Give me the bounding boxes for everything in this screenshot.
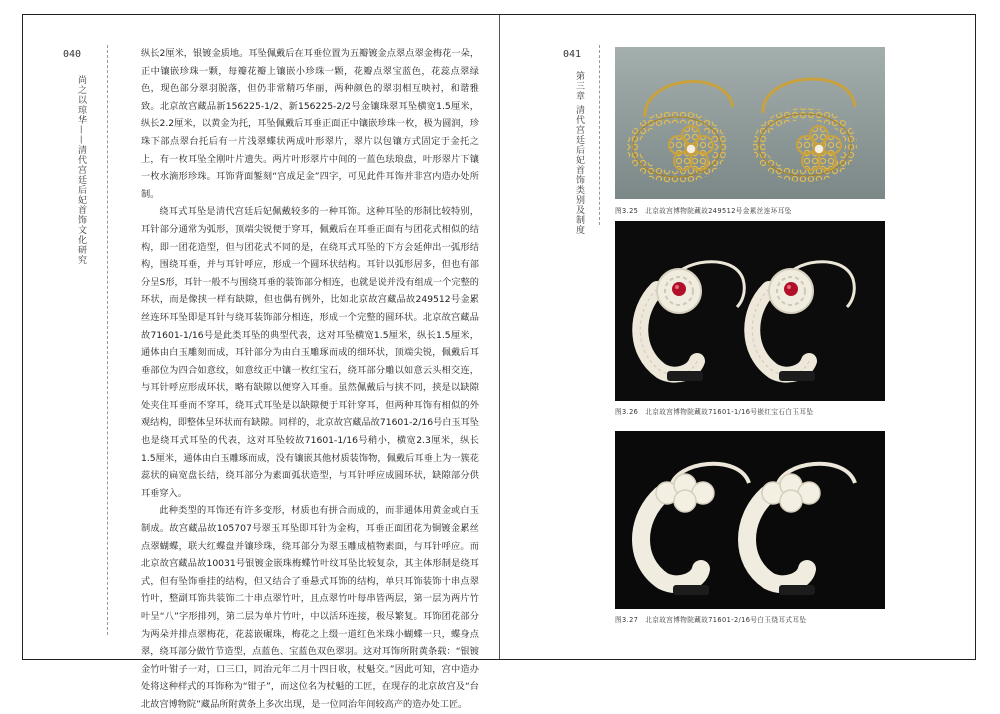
figure-jade-wraparound-earrings-photo (615, 431, 885, 609)
page-number-left: 040 (63, 49, 82, 60)
figure-caption: 图3.27 北京故宫博物院藏故71601-2/16号白玉绕耳式耳坠 (615, 616, 807, 624)
book-spread (22, 14, 976, 710)
running-head-right: 第三章 清代宫廷后妃首饰类别及制度 (574, 71, 584, 235)
margin-rule-right (599, 45, 601, 225)
figure-gold-earrings-photo (615, 47, 885, 199)
page-gutter (499, 15, 500, 659)
figure-caption: 图3.26 北京故宫博物院藏故71601-1/16号嵌红宝石白玉耳坠 (615, 408, 814, 416)
paragraph: 绕耳式耳坠是清代宫廷后妃佩戴较多的一种耳饰。这种耳坠的形制比较特别，耳针部分通常为弧形，顶端尖锐便于穿耳，佩戴后在耳垂正面有与团花式相似的结构，即一团花造型，但与团花式不同的是，在绕耳式耳坠的下方会延伸出一弧形结构，围绕耳垂，并与耳针呼应，形成一个圆环状结构。耳针以弧形居多，但也有部分呈S形，耳针一般不与围绕耳垂的装饰部分相连，也就是说并没有组成一个完整的环状，而是像挟一样有缺隙，但也偶有例外，比如北京故宫藏品故249512号金累丝连环耳坠即是耳针与绕耳装饰部分相连，形成一个完整的圆环状。北京故宫藏品故71601-1/16号是此类耳坠的典型代表，这对耳坠横宽1.5厘米，纵长1.5厘米，通体由白玉雕刻而成，耳针部分为由白玉雕琢而成的细环状，顶端尖锐，佩戴后耳垂部位为四合如意纹，如意纹正中镶一枚红宝石，绕耳部分雕以如意云头相交连，与耳针呼应形成环状，略有缺隙以便穿入耳垂。虽然佩戴后与挟不同，挟是以缺隙处夹住耳垂而不穿耳，绕耳式耳坠是以缺隙便于耳针穿耳，但两种耳饰有相似的外观结构，即整体呈环状而有缺隙。同样的，北京故宫藏品故71601-2/16号白玉耳坠也是绕耳式耳坠的代表，这对耳坠较故71601-1/16号稍小，横宽2.3厘米，纵长1.5厘米，通体由白玉雕琢而成，没有镶嵌其他材质装饰物，佩戴后耳垂上为一簇花蕊状的扁宽盘长结，绕耳部分为素面弧状造型，与耳针呼应成圆环状，缺隙部分供耳垂穿入。 (141, 206, 479, 499)
margin-rule-left (107, 45, 109, 635)
page-number-right: 041 (563, 49, 582, 60)
paragraph: 此种类型的耳饰还有许多变形，材质也有拼合而成的，而非通体用黄金或白玉制成。故宫藏品故105707号翠玉耳坠即耳针为金构，耳垂正面团花为铜镀金累丝点翠蝴蝶，联大红蝶盘并镶珍珠，绕耳部分为翠玉雕成植物素面，与耳针呼应。而北京故宫藏品故10031号银镀金嵌珠梅蝶竹叶纹耳坠比较复杂，其主体形制是绕耳式，但有坠饰垂挂的结构，但又结合了垂悬式耳饰的结构，单只耳饰装饰十串点翠竹叶，整副耳饰共装饰二十串点翠竹叶，且点翠竹叶每串皆两层，第一层为两片竹叶呈“八”字形排列，第二层为单片竹叶，中以活环连接，极尽繁复。耳饰团花部分为两朵并排点翠梅花，花蕊嵌碾珠，梅花之上缀一道红色米珠小蝴蝶一只，蝶身点翠，绕耳部分做竹节造型，点蓝色、宝蓝色双色翠羽。这对耳饰所附黄条载：“银镀金竹叶钳子一对，口三口，同治元年二月十四日收，杖魁交。”因此可知，宫中造办处将这种样式的耳饰称为“钳子”，而这位名为杖魁的工匠，在现存的北京故宫及“台北故宫博物院”藏品所附黄条上多次出现，是一位同治年间较高产的造办处工匠。 (141, 505, 479, 710)
body-text (141, 45, 479, 714)
figure-caption: 图3.25 北京故宫博物院藏故249512号金累丝连环耳坠 (615, 207, 792, 215)
paragraph: 纵长2厘米，银镀金质地。耳坠佩戴后在耳垂位置为五瓣镀金点翠点翠金梅花一朵，正中镶嵌珍珠一颗，每瓣花瓣上镶嵌小珍珠一颗，花瓣点翠宝蓝色，花蕊点翠绿色，现色部分翠羽脱落，但仍非常精巧华丽，两种颜色的翠羽相互映衬，和谐雅致。北京故宫藏品新156225-1/2、新156225-2/2号金镶珠翠耳坠横宽1.5厘米，纵长2.2厘米，以黄金为托，耳坠佩戴后耳垂正面正中镶嵌珍珠一枚，极为圆润，珍珠下部点翠台托后有一片浅翠蝶状两成叶形翠片，翠片以包镶方式固定于金托之上，有一枚耳坠全刚叶片遗失。两片叶形翠片中间的一蓝色珐琅盘，叶形翠片下镶一枚水滴形珍珠。耳饰背面錾刻“宫成足金”四字，可见此件耳饰并非宫内造办处所制。 (141, 48, 479, 200)
figure-jade-ruby-earrings-photo (615, 221, 885, 401)
running-head-left: 尚之以琼华——清代宫廷后妃首饰文化研究 (76, 75, 86, 265)
